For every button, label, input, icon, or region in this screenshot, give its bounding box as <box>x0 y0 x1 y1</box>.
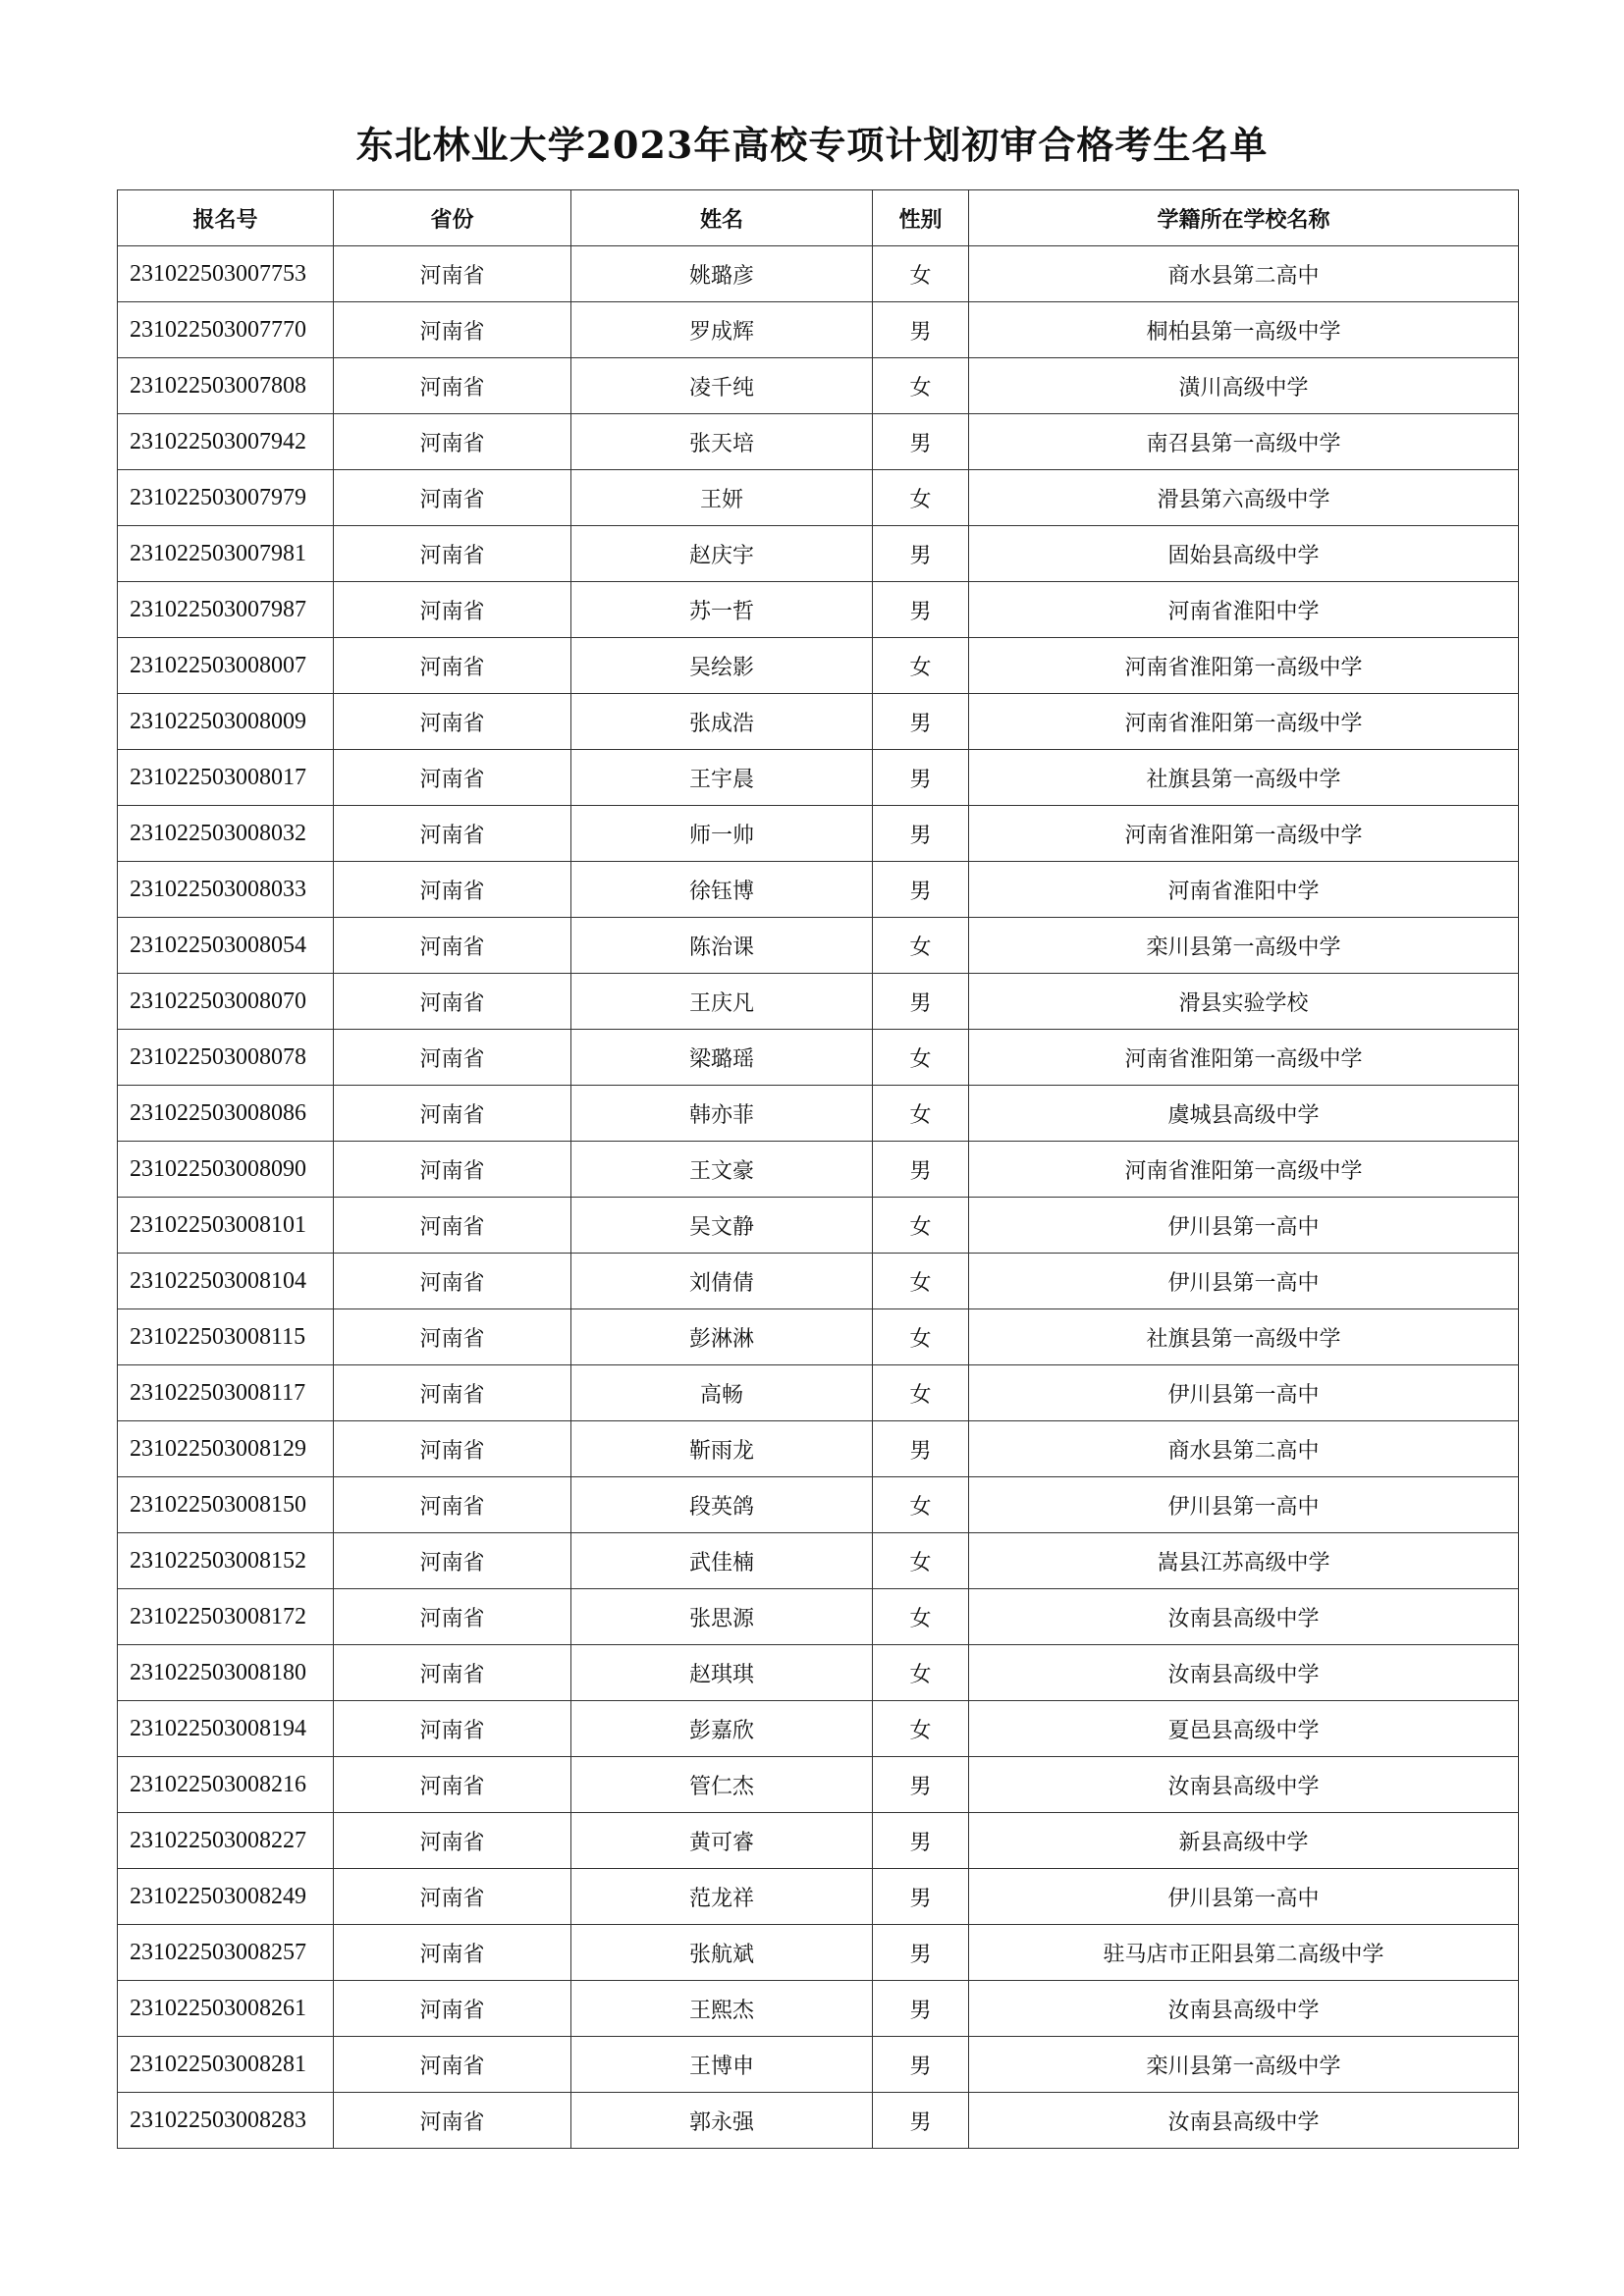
table-row <box>118 1981 1519 2037</box>
registration-number-cell: 231022503008101 <box>118 1198 334 1254</box>
registration-number-cell: 231022503008194 <box>118 1701 334 1757</box>
gender-cell: 女 <box>873 470 969 526</box>
header-gender: 性别 <box>873 190 969 246</box>
table-row <box>118 302 1519 358</box>
table-row <box>118 1869 1519 1925</box>
table-row <box>118 582 1519 638</box>
table-row <box>118 1925 1519 1981</box>
province-cell: 河南省 <box>334 1645 571 1701</box>
name-cell: 张天培 <box>571 414 873 470</box>
registration-number-cell: 231022503007753 <box>118 246 334 302</box>
registration-number-cell: 231022503008150 <box>118 1477 334 1533</box>
table-row <box>118 974 1519 1030</box>
registration-number-cell: 231022503007987 <box>118 582 334 638</box>
gender-cell: 女 <box>873 638 969 694</box>
header-name: 姓名 <box>571 190 873 246</box>
school-name-cell: 商水县第二高中 <box>969 1421 1519 1477</box>
registration-number-cell: 231022503008152 <box>118 1533 334 1589</box>
registration-number-cell: 231022503008086 <box>118 1086 334 1142</box>
gender-cell: 男 <box>873 1981 969 2037</box>
school-name-cell: 社旗县第一高级中学 <box>969 750 1519 806</box>
province-cell: 河南省 <box>334 1365 571 1421</box>
registration-number-cell: 231022503008033 <box>118 862 334 918</box>
school-name-cell: 商水县第二高中 <box>969 246 1519 302</box>
registration-number-cell: 231022503008009 <box>118 694 334 750</box>
name-cell: 张成浩 <box>571 694 873 750</box>
province-cell: 河南省 <box>334 1421 571 1477</box>
table-row <box>118 2037 1519 2093</box>
school-name-cell: 虞城县高级中学 <box>969 1086 1519 1142</box>
school-name-cell: 河南省淮阳第一高级中学 <box>969 1142 1519 1198</box>
name-cell: 吴绘影 <box>571 638 873 694</box>
province-cell: 河南省 <box>334 918 571 974</box>
registration-number-cell: 231022503008078 <box>118 1030 334 1086</box>
registration-number-cell: 231022503007808 <box>118 358 334 414</box>
province-cell: 河南省 <box>334 246 571 302</box>
registration-number-cell: 231022503008180 <box>118 1645 334 1701</box>
table-row <box>118 1645 1519 1701</box>
registration-number-cell: 231022503008104 <box>118 1254 334 1309</box>
registration-number-cell: 231022503008070 <box>118 974 334 1030</box>
gender-cell: 女 <box>873 1254 969 1309</box>
table-row <box>118 1533 1519 1589</box>
gender-cell: 男 <box>873 414 969 470</box>
province-cell: 河南省 <box>334 1533 571 1589</box>
name-cell: 罗成辉 <box>571 302 873 358</box>
province-cell: 河南省 <box>334 694 571 750</box>
name-cell: 吴文静 <box>571 1198 873 1254</box>
name-cell: 凌千纯 <box>571 358 873 414</box>
table-row <box>118 1421 1519 1477</box>
table-row <box>118 1365 1519 1421</box>
table-row <box>118 918 1519 974</box>
gender-cell: 男 <box>873 2093 969 2149</box>
school-name-cell: 栾川县第一高级中学 <box>969 2037 1519 2093</box>
table-row <box>118 1813 1519 1869</box>
registration-number-cell: 231022503008117 <box>118 1365 334 1421</box>
province-cell: 河南省 <box>334 1869 571 1925</box>
school-name-cell: 河南省淮阳中学 <box>969 862 1519 918</box>
name-cell: 梁璐瑶 <box>571 1030 873 1086</box>
table-row <box>118 414 1519 470</box>
name-cell: 王妍 <box>571 470 873 526</box>
name-cell: 段英鸽 <box>571 1477 873 1533</box>
registration-number-cell: 231022503008115 <box>118 1309 334 1365</box>
name-cell: 陈治课 <box>571 918 873 974</box>
table-row <box>118 806 1519 862</box>
table-body <box>118 246 1519 2149</box>
table-row <box>118 470 1519 526</box>
school-name-cell: 桐柏县第一高级中学 <box>969 302 1519 358</box>
gender-cell: 男 <box>873 694 969 750</box>
name-cell: 徐钰博 <box>571 862 873 918</box>
school-name-cell: 栾川县第一高级中学 <box>969 918 1519 974</box>
table-row <box>118 1589 1519 1645</box>
registration-number-cell: 231022503008172 <box>118 1589 334 1645</box>
name-cell: 高畅 <box>571 1365 873 1421</box>
school-name-cell: 社旗县第一高级中学 <box>969 1309 1519 1365</box>
gender-cell: 男 <box>873 974 969 1030</box>
gender-cell: 女 <box>873 1477 969 1533</box>
registration-number-cell: 231022503008249 <box>118 1869 334 1925</box>
school-name-cell: 新县高级中学 <box>969 1813 1519 1869</box>
province-cell: 河南省 <box>334 1813 571 1869</box>
gender-cell: 女 <box>873 1086 969 1142</box>
school-name-cell: 汝南县高级中学 <box>969 1757 1519 1813</box>
registration-number-cell: 231022503008216 <box>118 1757 334 1813</box>
school-name-cell: 伊川县第一高中 <box>969 1365 1519 1421</box>
name-cell: 靳雨龙 <box>571 1421 873 1477</box>
gender-cell: 男 <box>873 1869 969 1925</box>
province-cell: 河南省 <box>334 750 571 806</box>
table-row <box>118 358 1519 414</box>
province-cell: 河南省 <box>334 1030 571 1086</box>
province-cell: 河南省 <box>334 1477 571 1533</box>
registration-number-cell: 231022503007942 <box>118 414 334 470</box>
province-cell: 河南省 <box>334 470 571 526</box>
candidate-table <box>117 189 1519 2149</box>
province-cell: 河南省 <box>334 1925 571 1981</box>
name-cell: 赵琪琪 <box>571 1645 873 1701</box>
table-row <box>118 1701 1519 1757</box>
header-school-name: 学籍所在学校名称 <box>969 190 1519 246</box>
table-header-row <box>118 190 1519 246</box>
table-row <box>118 1757 1519 1813</box>
name-cell: 赵庆宇 <box>571 526 873 582</box>
gender-cell: 男 <box>873 750 969 806</box>
school-name-cell: 河南省淮阳第一高级中学 <box>969 1030 1519 1086</box>
name-cell: 王文豪 <box>571 1142 873 1198</box>
table-row <box>118 1142 1519 1198</box>
school-name-cell: 伊川县第一高中 <box>969 1254 1519 1309</box>
province-cell: 河南省 <box>334 806 571 862</box>
province-cell: 河南省 <box>334 862 571 918</box>
table-row <box>118 1309 1519 1365</box>
name-cell: 黄可睿 <box>571 1813 873 1869</box>
registration-number-cell: 231022503008281 <box>118 2037 334 2093</box>
registration-number-cell: 231022503008054 <box>118 918 334 974</box>
registration-number-cell: 231022503008032 <box>118 806 334 862</box>
gender-cell: 女 <box>873 1030 969 1086</box>
school-name-cell: 汝南县高级中学 <box>969 1589 1519 1645</box>
name-cell: 郭永强 <box>571 2093 873 2149</box>
name-cell: 王宇晨 <box>571 750 873 806</box>
gender-cell: 女 <box>873 1589 969 1645</box>
registration-number-cell: 231022503008283 <box>118 2093 334 2149</box>
name-cell: 师一帅 <box>571 806 873 862</box>
gender-cell: 女 <box>873 1198 969 1254</box>
name-cell: 范龙祥 <box>571 1869 873 1925</box>
table-row <box>118 246 1519 302</box>
province-cell: 河南省 <box>334 1309 571 1365</box>
gender-cell: 男 <box>873 1925 969 1981</box>
table-row <box>118 694 1519 750</box>
registration-number-cell: 231022503008227 <box>118 1813 334 1869</box>
table-row <box>118 1086 1519 1142</box>
name-cell: 张航斌 <box>571 1925 873 1981</box>
gender-cell: 男 <box>873 526 969 582</box>
school-name-cell: 河南省淮阳第一高级中学 <box>969 806 1519 862</box>
province-cell: 河南省 <box>334 2093 571 2149</box>
province-cell: 河南省 <box>334 1701 571 1757</box>
registration-number-cell: 231022503008090 <box>118 1142 334 1198</box>
name-cell: 王熙杰 <box>571 1981 873 2037</box>
province-cell: 河南省 <box>334 1086 571 1142</box>
province-cell: 河南省 <box>334 526 571 582</box>
province-cell: 河南省 <box>334 1981 571 2037</box>
name-cell: 管仁杰 <box>571 1757 873 1813</box>
name-cell: 韩亦菲 <box>571 1086 873 1142</box>
gender-cell: 女 <box>873 358 969 414</box>
school-name-cell: 滑县实验学校 <box>969 974 1519 1030</box>
registration-number-cell: 231022503008257 <box>118 1925 334 1981</box>
gender-cell: 女 <box>873 1365 969 1421</box>
name-cell: 苏一哲 <box>571 582 873 638</box>
school-name-cell: 河南省淮阳第一高级中学 <box>969 638 1519 694</box>
school-name-cell: 汝南县高级中学 <box>969 1981 1519 2037</box>
registration-number-cell: 231022503008129 <box>118 1421 334 1477</box>
school-name-cell: 河南省淮阳中学 <box>969 582 1519 638</box>
table-row <box>118 638 1519 694</box>
province-cell: 河南省 <box>334 1589 571 1645</box>
registration-number-cell: 231022503008261 <box>118 1981 334 2037</box>
gender-cell: 男 <box>873 862 969 918</box>
school-name-cell: 南召县第一高级中学 <box>969 414 1519 470</box>
gender-cell: 男 <box>873 2037 969 2093</box>
gender-cell: 男 <box>873 1757 969 1813</box>
school-name-cell: 固始县高级中学 <box>969 526 1519 582</box>
school-name-cell: 汝南县高级中学 <box>969 1645 1519 1701</box>
table-row <box>118 1198 1519 1254</box>
province-cell: 河南省 <box>334 1757 571 1813</box>
name-cell: 武佳楠 <box>571 1533 873 1589</box>
province-cell: 河南省 <box>334 302 571 358</box>
gender-cell: 女 <box>873 918 969 974</box>
gender-cell: 男 <box>873 1813 969 1869</box>
province-cell: 河南省 <box>334 974 571 1030</box>
table-row <box>118 1030 1519 1086</box>
gender-cell: 男 <box>873 806 969 862</box>
province-cell: 河南省 <box>334 582 571 638</box>
school-name-cell: 伊川县第一高中 <box>969 1869 1519 1925</box>
table-row <box>118 526 1519 582</box>
province-cell: 河南省 <box>334 1254 571 1309</box>
header-registration-number: 报名号 <box>118 190 334 246</box>
registration-number-cell: 231022503007770 <box>118 302 334 358</box>
table-row <box>118 1254 1519 1309</box>
header-province: 省份 <box>334 190 571 246</box>
gender-cell: 女 <box>873 1533 969 1589</box>
name-cell: 彭淋淋 <box>571 1309 873 1365</box>
gender-cell: 女 <box>873 1701 969 1757</box>
name-cell: 彭嘉欣 <box>571 1701 873 1757</box>
school-name-cell: 驻马店市正阳县第二高级中学 <box>969 1925 1519 1981</box>
school-name-cell: 伊川县第一高中 <box>969 1477 1519 1533</box>
gender-cell: 女 <box>873 1309 969 1365</box>
name-cell: 王博申 <box>571 2037 873 2093</box>
province-cell: 河南省 <box>334 638 571 694</box>
name-cell: 王庆凡 <box>571 974 873 1030</box>
gender-cell: 女 <box>873 1645 969 1701</box>
school-name-cell: 潢川高级中学 <box>969 358 1519 414</box>
name-cell: 姚璐彦 <box>571 246 873 302</box>
gender-cell: 男 <box>873 582 969 638</box>
name-cell: 刘倩倩 <box>571 1254 873 1309</box>
gender-cell: 男 <box>873 302 969 358</box>
table-row <box>118 1477 1519 1533</box>
page-title: 东北林业大学2023年高校专项计划初审合格考生名单 <box>355 123 1269 167</box>
table-row <box>118 862 1519 918</box>
province-cell: 河南省 <box>334 1142 571 1198</box>
school-name-cell: 河南省淮阳第一高级中学 <box>969 694 1519 750</box>
table-row <box>118 750 1519 806</box>
province-cell: 河南省 <box>334 414 571 470</box>
registration-number-cell: 231022503008007 <box>118 638 334 694</box>
registration-number-cell: 231022503007979 <box>118 470 334 526</box>
province-cell: 河南省 <box>334 1198 571 1254</box>
school-name-cell: 夏邑县高级中学 <box>969 1701 1519 1757</box>
name-cell: 张思源 <box>571 1589 873 1645</box>
school-name-cell: 嵩县江苏高级中学 <box>969 1533 1519 1589</box>
school-name-cell: 滑县第六高级中学 <box>969 470 1519 526</box>
registration-number-cell: 231022503007981 <box>118 526 334 582</box>
gender-cell: 男 <box>873 1142 969 1198</box>
province-cell: 河南省 <box>334 2037 571 2093</box>
school-name-cell: 汝南县高级中学 <box>969 2093 1519 2149</box>
gender-cell: 男 <box>873 1421 969 1477</box>
school-name-cell: 伊川县第一高中 <box>969 1198 1519 1254</box>
table-row <box>118 2093 1519 2149</box>
registration-number-cell: 231022503008017 <box>118 750 334 806</box>
gender-cell: 女 <box>873 246 969 302</box>
province-cell: 河南省 <box>334 358 571 414</box>
